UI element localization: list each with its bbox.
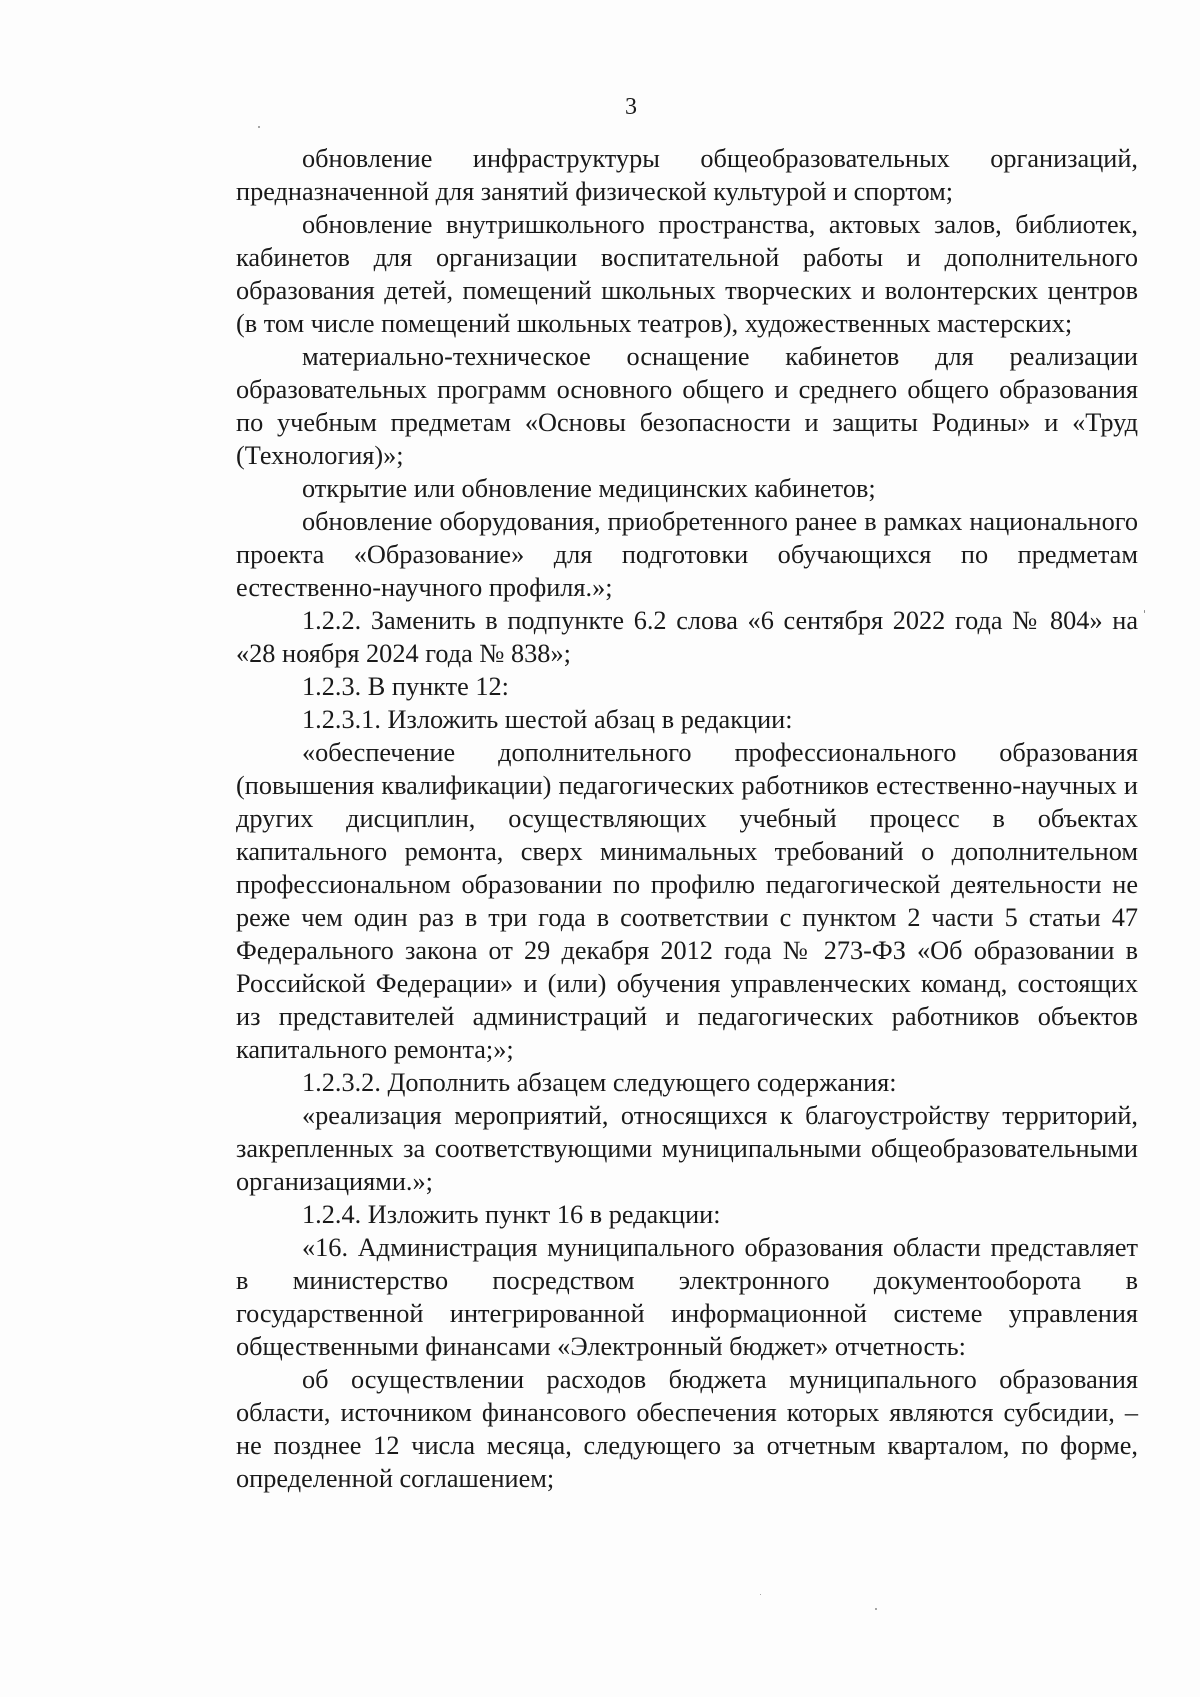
- scan-speck: [1144, 610, 1145, 613]
- scan-speck: [760, 1594, 761, 1595]
- paragraph: «16. Администрация муниципального образования области представляет в министерство посредством электронного документооборота в государственной интегрированной информационной системе управления общественными финансами «Электронный бюджет» отчетность:: [236, 1233, 1138, 1361]
- page-number: 3: [625, 94, 637, 120]
- paragraph: обновление внутришкольного пространства, актовых залов, библиотек, кабинетов для организации воспитательной работы и дополнительного образования детей, помещений школьных творческих и волонтерских центров (в том числе помещений школьных театров), художественных мастерских;: [236, 210, 1138, 338]
- paragraph: 1.2.3.2. Дополнить абзацем следующего содержания:: [302, 1068, 897, 1097]
- paragraph: обновление оборудования, приобретенного ранее в рамках национального проекта «Образование» для подготовки обучающихся по предметам естественно-научного профиля.»;: [236, 507, 1138, 602]
- scan-speck: [875, 1608, 877, 1610]
- scan-speck: [258, 126, 260, 128]
- paragraph: 1.2.4. Изложить пункт 16 в редакции:: [302, 1200, 721, 1229]
- paragraph: «реализация мероприятий, относящихся к благоустройству территорий, закрепленных за соответствующими муниципальными общеобразовательными организациями.»;: [236, 1101, 1138, 1196]
- paragraph: 1.2.3.1. Изложить шестой абзац в редакции:: [302, 705, 793, 734]
- document-body: [236, 142, 1138, 1495]
- paragraph: обновление инфраструктуры общеобразовательных организаций, предназначенной для занятий физической культурой и спортом;: [236, 144, 1138, 206]
- paragraph: об осуществлении расходов бюджета муниципального образования области, источником финансового обеспечения которых являются субсидии, – не позднее 12 числа месяца, следующего за отчетным кварталом, по форме, определенной соглашением;: [236, 1365, 1138, 1493]
- paragraph: 1.2.2. Заменить в подпункте 6.2 слова «6 сентября 2022 года № 804» на «28 ноября 2024 года № 838»;: [236, 606, 1138, 668]
- paragraph: открытие или обновление медицинских кабинетов;: [302, 474, 876, 503]
- paragraph: «обеспечение дополнительного профессионального образования (повышения квалификации) педагогических работников естественно-научных и других дисциплин, осуществляющих учебный процесс в объектах капитального ремонта, сверх минимальных требований о дополнительном профессиональном образовании по профилю педагогической деятельности не реже чем один раз в три года в соответствии с пунктом 2 части 5 статьи 47 Федерального закона от 29 декабря 2012 года № 273-ФЗ «Об образовании в Российской Федерации» и (или) обучения управленческих команд, состоящих из представителей администраций и педагогических работников объектов капитального ремонта;»;: [236, 738, 1138, 1064]
- paragraph: 1.2.3. В пункте 12:: [302, 672, 509, 701]
- paragraph: материально-техническое оснащение кабинетов для реализации образовательных программ основного общего и среднего общего образования по учебным предметам «Основы безопасности и защиты Родины» и «Труд (Технология)»;: [236, 342, 1138, 470]
